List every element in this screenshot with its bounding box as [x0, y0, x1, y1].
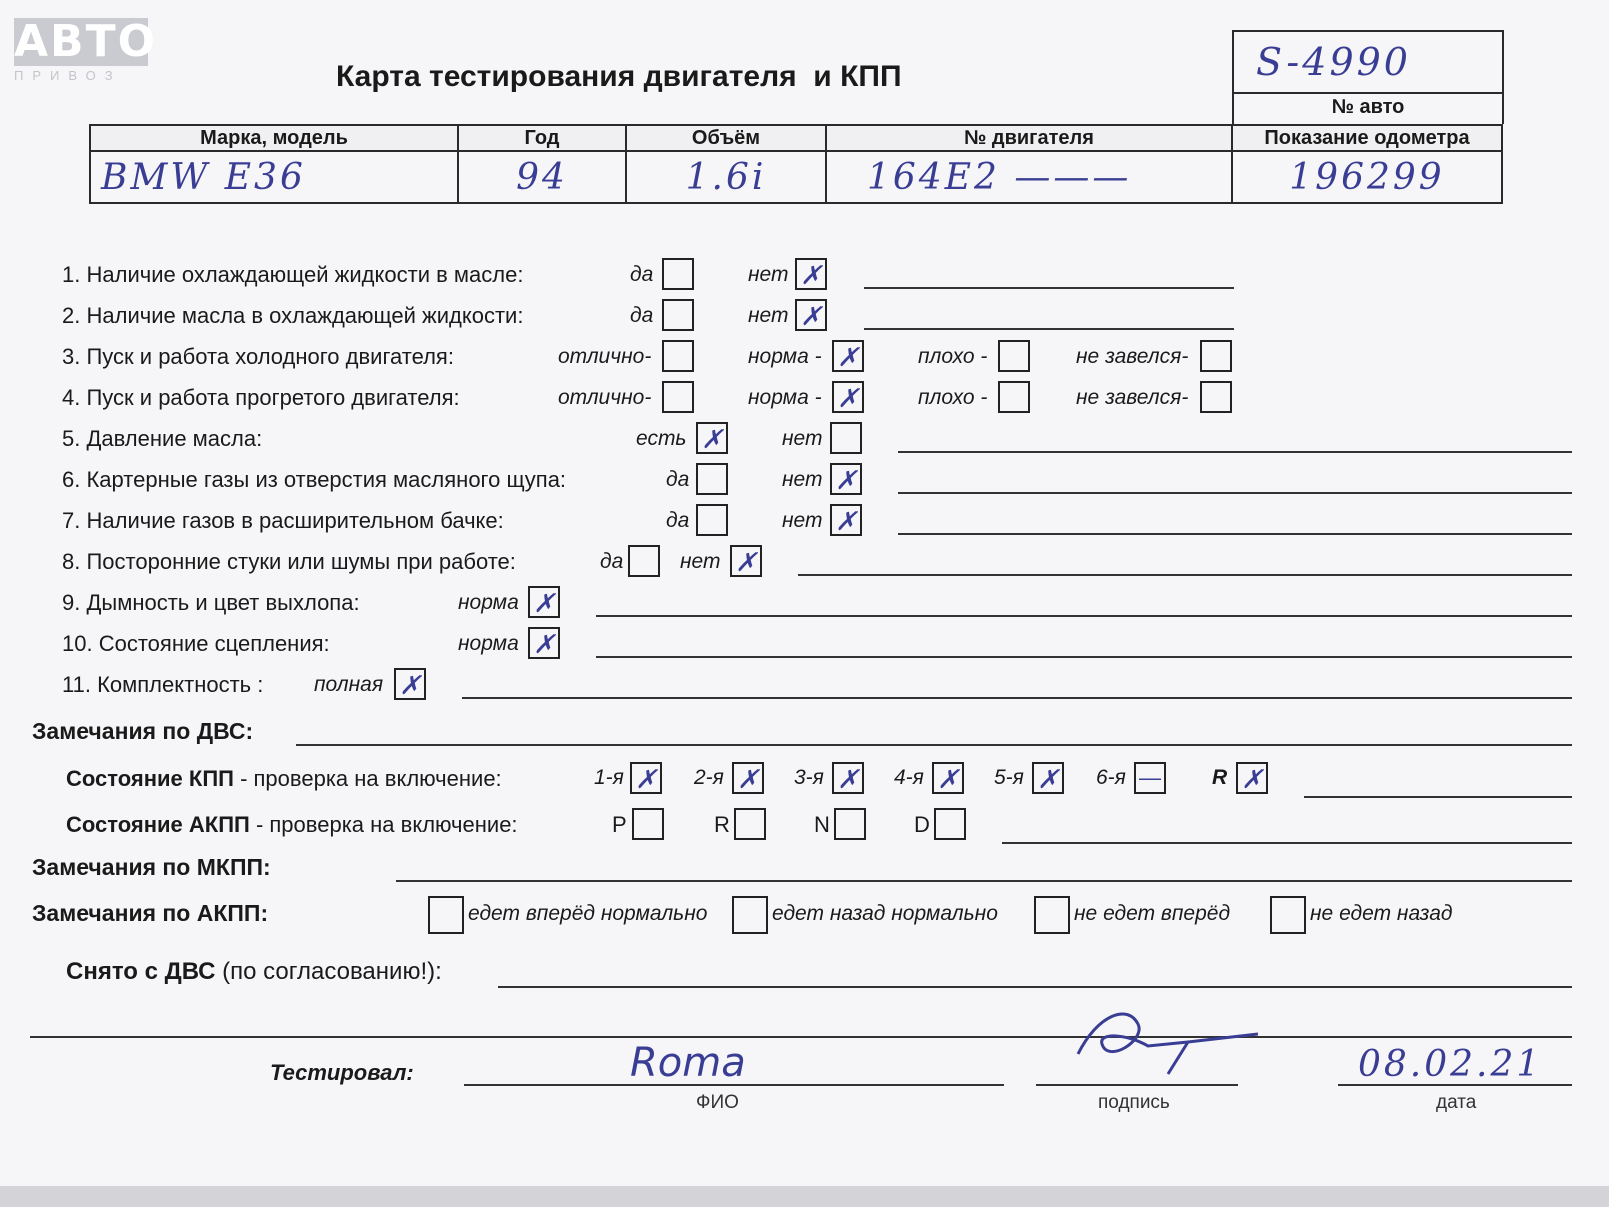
item-text: Наличие охлаждающей жидкости в масле:	[86, 262, 524, 287]
checkbox-no-start[interactable]	[1200, 340, 1232, 372]
checkbox-no[interactable]	[795, 258, 827, 290]
item-10	[62, 631, 330, 657]
auto-gearbox-check	[66, 812, 518, 838]
mode-label: N	[814, 812, 830, 837]
checkbox-gear-r[interactable]	[1236, 762, 1268, 794]
remark-line	[898, 533, 1572, 535]
checkbox-normal[interactable]	[832, 340, 864, 372]
opt-label: отлично-	[558, 345, 652, 368]
remark-line	[396, 880, 1572, 882]
opt-label: да	[666, 468, 690, 491]
document-title: Карта тестирования двигателя и КПП	[336, 60, 902, 93]
item-text: Давление масла:	[86, 426, 263, 451]
checkbox-no[interactable]	[730, 545, 762, 577]
remark-line	[898, 492, 1572, 494]
opt-label: нет	[782, 509, 823, 532]
item-3	[62, 344, 454, 370]
item-number: 11.	[62, 672, 91, 697]
date-line	[1338, 1084, 1572, 1086]
item-text: Пуск и работа прогретого двигателя:	[86, 385, 460, 410]
item-text: Состояние сцепления:	[98, 631, 330, 656]
opt-label: едет вперёд нормально	[468, 902, 708, 925]
opt-label: да	[600, 550, 624, 573]
item-text: Картерные газы из отверстия масляного щупа:	[86, 467, 567, 492]
opt-label: отлично-	[558, 386, 652, 409]
brand-cell	[90, 151, 458, 203]
item-2	[62, 303, 523, 329]
item-number: 7.	[62, 508, 81, 533]
gear-label: 4-я	[894, 766, 924, 789]
item-number: 4.	[62, 385, 81, 410]
item-9	[62, 590, 360, 616]
item-text: Комплектность :	[97, 672, 264, 697]
opt-label: не едет вперёд	[1074, 902, 1231, 925]
checkbox-gear-5[interactable]	[1032, 762, 1064, 794]
brand-logo	[14, 16, 158, 83]
col-engine-header: № двигателя	[826, 125, 1232, 151]
signature-image	[1068, 1004, 1268, 1084]
removed-rest: (по согласованию!):	[215, 958, 442, 985]
item-number: 5.	[62, 426, 81, 451]
item-number: 2.	[62, 303, 81, 328]
remark-line	[296, 744, 1572, 746]
opt-label: нет	[748, 263, 789, 286]
page-bottom-edge	[0, 1186, 1609, 1207]
auto-number-label: № авто	[1331, 96, 1405, 118]
logo-sub: ПРИВОЗ	[14, 68, 122, 83]
item-11	[62, 672, 263, 698]
mode-label: R	[714, 812, 730, 837]
checkbox-mode-r[interactable]	[734, 808, 766, 840]
akpp-label-bold: Состояние АКПП	[66, 812, 250, 837]
checkbox-mode-p[interactable]	[632, 808, 664, 840]
manual-gearbox-check	[66, 766, 502, 792]
fio-caption: ФИО	[696, 1092, 739, 1113]
removed-from-engine-label	[66, 958, 442, 986]
opt-label: плохо -	[918, 345, 988, 368]
remark-line	[864, 328, 1234, 330]
opt-label: да	[666, 509, 690, 532]
remark-line	[596, 656, 1572, 658]
item-1	[62, 262, 523, 288]
gear-label: 3-я	[794, 766, 824, 789]
item-number: 3.	[62, 344, 81, 369]
opt-label: плохо -	[918, 386, 988, 409]
vehicle-info-table	[89, 124, 1503, 204]
engine-value: 164E2 ———	[867, 156, 1132, 198]
checkbox-gear-4[interactable]	[932, 762, 964, 794]
remark-line	[864, 287, 1234, 289]
checkbox-yes[interactable]	[696, 504, 728, 536]
checkbox-normal[interactable]	[832, 381, 864, 413]
opt-label: не завелся-	[1076, 386, 1189, 409]
opt-label: норма -	[748, 345, 822, 368]
checkbox-no[interactable]	[830, 463, 862, 495]
auto-number-box	[1232, 30, 1504, 124]
opt-label: не едет назад	[1310, 902, 1453, 925]
remark-line	[898, 451, 1572, 453]
col-volume-header: Объём	[626, 125, 826, 151]
item-text: Пуск и работа холодного двигателя:	[86, 344, 454, 369]
gear-label: 6-я	[1096, 766, 1126, 789]
item-text: Дымность и цвет выхлопа:	[86, 590, 360, 615]
kpp-label-bold: Состояние КПП	[66, 766, 234, 791]
remark-line	[498, 986, 1572, 988]
checkbox-no[interactable]	[830, 422, 862, 454]
checkbox-yes[interactable]	[662, 258, 694, 290]
checkbox-no[interactable]	[830, 504, 862, 536]
remark-line	[462, 697, 1572, 699]
item-6	[62, 467, 566, 493]
checkbox-gear-6[interactable]	[1134, 762, 1166, 794]
checkbox-normal[interactable]	[528, 627, 560, 659]
engine-cell	[826, 151, 1232, 203]
gear-label: 5-я	[994, 766, 1024, 789]
brand-value: BMW E36	[101, 156, 306, 198]
sign-caption: подпись	[1098, 1092, 1170, 1113]
checkbox-no-reverse[interactable]	[1270, 896, 1306, 934]
checkbox-mode-n[interactable]	[834, 808, 866, 840]
gear-label: R	[1212, 766, 1228, 789]
opt-label: нет	[782, 427, 823, 450]
opt-label: есть	[636, 427, 687, 450]
opt-label: норма -	[748, 386, 822, 409]
opt-label: не завелся-	[1076, 345, 1189, 368]
checkbox-no[interactable]	[795, 299, 827, 331]
checkbox-yes[interactable]	[696, 422, 728, 454]
checkbox-mode-d[interactable]	[934, 808, 966, 840]
odometer-value: 196299	[1289, 156, 1445, 198]
opt-label: нет	[748, 304, 789, 327]
checkbox-yes[interactable]	[628, 545, 660, 577]
item-8	[62, 549, 516, 575]
divider	[30, 1036, 1572, 1038]
divider	[1234, 92, 1502, 94]
tester-name: Roma	[630, 1040, 746, 1086]
remarks-engine-label: Замечания по ДВС:	[32, 718, 254, 744]
opt-label: норма	[458, 632, 519, 655]
item-number: 1.	[62, 262, 81, 287]
opt-label: нет	[680, 550, 721, 573]
col-odometer-header: Показание одометра	[1232, 125, 1502, 151]
checkbox-yes[interactable]	[662, 299, 694, 331]
remarks-auto-label: Замечания по АКПП:	[32, 900, 269, 926]
checkbox-gear-3[interactable]	[832, 762, 864, 794]
checkbox-complete[interactable]	[394, 668, 426, 700]
volume-value: 1.6i	[685, 156, 767, 198]
gear-label: 1-я	[594, 766, 624, 789]
checkbox-yes[interactable]	[696, 463, 728, 495]
odometer-cell	[1232, 151, 1502, 203]
remark-line	[798, 574, 1572, 576]
item-number: 10.	[62, 631, 93, 656]
checkbox-bad[interactable]	[998, 340, 1030, 372]
logo-main: АВТО	[14, 16, 158, 67]
item-number: 8.	[62, 549, 81, 574]
remark-line	[1002, 842, 1572, 844]
year-cell	[458, 151, 626, 203]
tested-by-label: Тестировал:	[270, 1060, 414, 1085]
checkbox-bad[interactable]	[998, 381, 1030, 413]
opt-label: едет назад нормально	[772, 902, 998, 925]
item-number: 9.	[62, 590, 81, 615]
item-5	[62, 426, 262, 452]
sign-line	[1036, 1084, 1238, 1086]
checkbox-normal[interactable]	[528, 586, 560, 618]
checkbox-forward-ok[interactable]	[428, 896, 464, 934]
item-4	[62, 385, 460, 411]
item-7	[62, 508, 504, 534]
auto-number-value: S-4990	[1256, 40, 1411, 84]
kpp-label-rest: - проверка на включение:	[233, 766, 502, 791]
checkbox-no-forward[interactable]	[1034, 896, 1070, 934]
volume-cell	[626, 151, 826, 203]
opt-label: норма	[458, 591, 519, 614]
remark-line	[1304, 796, 1572, 798]
mode-label: P	[612, 812, 627, 837]
checkbox-no-start[interactable]	[1200, 381, 1232, 413]
mode-label: D	[914, 812, 930, 837]
akpp-label-rest: - проверка на включение:	[249, 812, 518, 837]
item-number: 6.	[62, 467, 81, 492]
gear-label: 2-я	[694, 766, 724, 789]
opt-label: нет	[782, 468, 823, 491]
checkbox-excellent[interactable]	[662, 381, 694, 413]
item-text: Наличие газов в расширительном бачке:	[86, 508, 504, 533]
remarks-manual-label: Замечания по МКПП:	[32, 854, 271, 880]
checkbox-gear-1[interactable]	[630, 762, 662, 794]
removed-bold: Снято с ДВС	[66, 958, 216, 985]
checkbox-gear-2[interactable]	[732, 762, 764, 794]
year-value: 94	[516, 156, 568, 198]
item-text: Посторонние стуки или шумы при работе:	[86, 549, 516, 574]
opt-label: да	[630, 263, 654, 286]
checkbox-excellent[interactable]	[662, 340, 694, 372]
remark-line	[596, 615, 1572, 617]
fio-line	[464, 1084, 1004, 1086]
item-text: Наличие масла в охлаждающей жидкости:	[86, 303, 524, 328]
col-brand-header: Марка, модель	[90, 125, 458, 151]
date-caption: дата	[1436, 1092, 1477, 1113]
checkbox-reverse-ok[interactable]	[732, 896, 768, 934]
test-date: 08.02.21	[1358, 1044, 1543, 1085]
col-year-header: Год	[458, 125, 626, 151]
opt-label: да	[630, 304, 654, 327]
opt-label: полная	[314, 673, 384, 696]
